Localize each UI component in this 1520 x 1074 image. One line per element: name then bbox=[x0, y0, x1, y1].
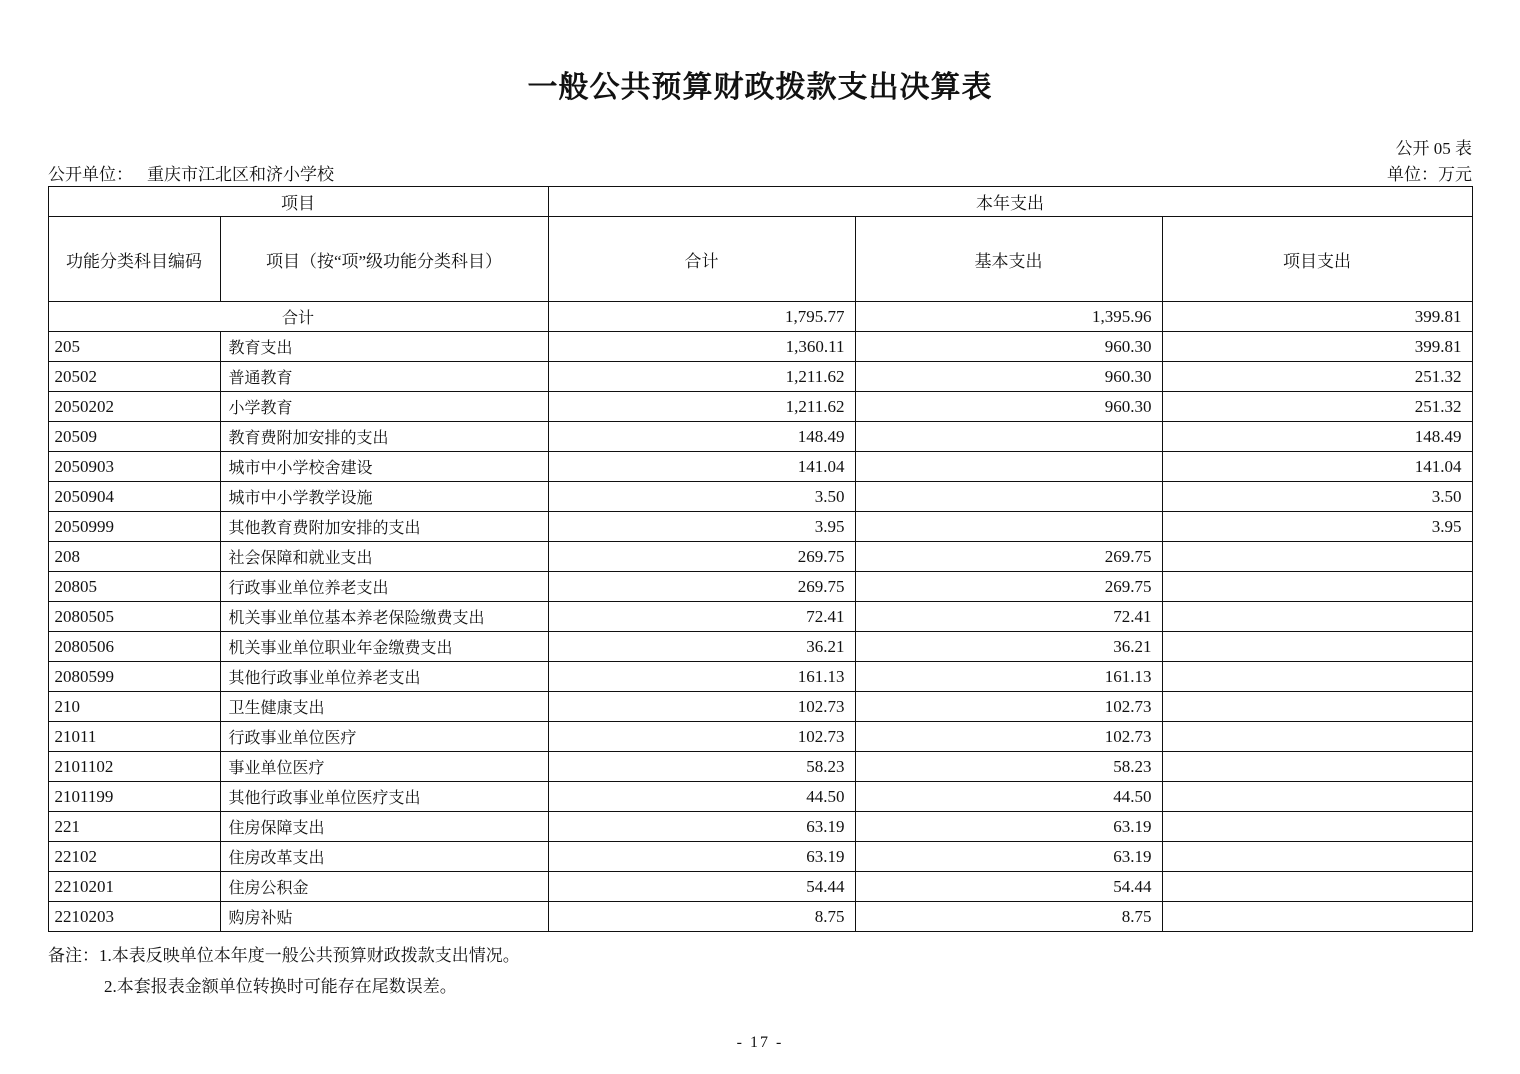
publishing-unit bbox=[48, 160, 334, 184]
row-basic-cell: 58.23 bbox=[855, 752, 1162, 782]
row-total-cell: 3.95 bbox=[548, 512, 855, 542]
row-basic-cell bbox=[855, 512, 1162, 542]
row-name-cell: 机关事业单位职业年金缴费支出 bbox=[220, 632, 548, 662]
table-row bbox=[48, 302, 1472, 332]
table-row bbox=[48, 422, 1472, 452]
row-code-cell: 2080505 bbox=[48, 602, 220, 632]
row-project-cell: 251.32 bbox=[1162, 392, 1472, 422]
notes bbox=[48, 940, 1472, 1002]
header-group-row bbox=[48, 187, 1472, 217]
table-row bbox=[48, 362, 1472, 392]
row-name-cell: 社会保障和就业支出 bbox=[220, 542, 548, 572]
row-project-cell bbox=[1162, 902, 1472, 932]
table-body bbox=[48, 302, 1472, 932]
row-total-cell: 1,360.11 bbox=[548, 332, 855, 362]
row-code-cell: 221 bbox=[48, 812, 220, 842]
row-project-cell bbox=[1162, 752, 1472, 782]
budget-table bbox=[48, 186, 1473, 932]
row-total-cell: 269.75 bbox=[548, 572, 855, 602]
row-total-cell: 58.23 bbox=[548, 752, 855, 782]
row-code-cell: 2050202 bbox=[48, 392, 220, 422]
row-project-cell: 399.81 bbox=[1162, 302, 1472, 332]
table-row bbox=[48, 542, 1472, 572]
row-project-cell bbox=[1162, 602, 1472, 632]
row-project-cell bbox=[1162, 872, 1472, 902]
row-code-cell: 20509 bbox=[48, 422, 220, 452]
row-code-cell: 210 bbox=[48, 692, 220, 722]
publishing-unit-name: 重庆市江北区和济小学校 bbox=[147, 165, 334, 184]
row-project-cell bbox=[1162, 542, 1472, 572]
row-code-cell: 208 bbox=[48, 542, 220, 572]
row-total-cell: 63.19 bbox=[548, 812, 855, 842]
row-name-cell: 行政事业单位养老支出 bbox=[220, 572, 548, 602]
row-code-cell: 22102 bbox=[48, 842, 220, 872]
row-total-cell: 1,211.62 bbox=[548, 392, 855, 422]
row-project-cell: 399.81 bbox=[1162, 332, 1472, 362]
row-basic-cell: 269.75 bbox=[855, 572, 1162, 602]
row-basic-cell: 44.50 bbox=[855, 782, 1162, 812]
row-total-cell: 269.75 bbox=[548, 542, 855, 572]
row-name-cell: 机关事业单位基本养老保险缴费支出 bbox=[220, 602, 548, 632]
note-2-text: 2.本套报表金额单位转换时可能存在尾数误差。 bbox=[104, 977, 457, 996]
table-row bbox=[48, 392, 1472, 422]
row-total-cell: 3.50 bbox=[548, 482, 855, 512]
row-code-cell: 2101102 bbox=[48, 752, 220, 782]
table-row bbox=[48, 452, 1472, 482]
meta-row bbox=[48, 160, 1472, 184]
header-col-project: 项目支出 bbox=[1162, 217, 1472, 302]
row-name-cell: 教育支出 bbox=[220, 332, 548, 362]
table-row bbox=[48, 842, 1472, 872]
row-basic-cell: 161.13 bbox=[855, 662, 1162, 692]
row-project-cell bbox=[1162, 782, 1472, 812]
row-project-cell: 141.04 bbox=[1162, 452, 1472, 482]
note-line-2 bbox=[48, 971, 1472, 1002]
row-code-cell: 2050904 bbox=[48, 482, 220, 512]
row-total-cell: 102.73 bbox=[548, 692, 855, 722]
row-project-cell: 148.49 bbox=[1162, 422, 1472, 452]
row-name-cell: 小学教育 bbox=[220, 392, 548, 422]
row-basic-cell: 960.30 bbox=[855, 362, 1162, 392]
row-total-cell: 44.50 bbox=[548, 782, 855, 812]
row-total-cell: 102.73 bbox=[548, 722, 855, 752]
row-total-cell: 148.49 bbox=[548, 422, 855, 452]
row-code-cell: 20502 bbox=[48, 362, 220, 392]
money-unit: 单位：万元 bbox=[1387, 165, 1472, 184]
table-row bbox=[48, 482, 1472, 512]
row-project-cell: 251.32 bbox=[1162, 362, 1472, 392]
row-basic-cell: 102.73 bbox=[855, 692, 1162, 722]
row-name-cell: 行政事业单位医疗 bbox=[220, 722, 548, 752]
table-row bbox=[48, 692, 1472, 722]
row-basic-cell: 72.41 bbox=[855, 602, 1162, 632]
table-row bbox=[48, 512, 1472, 542]
table-row bbox=[48, 332, 1472, 362]
row-project-cell: 3.50 bbox=[1162, 482, 1472, 512]
row-project-cell bbox=[1162, 842, 1472, 872]
row-total-cell: 141.04 bbox=[548, 452, 855, 482]
table-row bbox=[48, 602, 1472, 632]
row-name-cell: 购房补贴 bbox=[220, 902, 548, 932]
row-project-cell: 3.95 bbox=[1162, 512, 1472, 542]
row-total-cell: 54.44 bbox=[548, 872, 855, 902]
row-basic-cell: 63.19 bbox=[855, 812, 1162, 842]
row-name-cell: 其他行政事业单位医疗支出 bbox=[220, 782, 548, 812]
table-row bbox=[48, 812, 1472, 842]
page-number: - 17 - bbox=[736, 1034, 784, 1051]
row-basic-cell bbox=[855, 482, 1162, 512]
row-project-cell bbox=[1162, 572, 1472, 602]
row-total-cell: 63.19 bbox=[548, 842, 855, 872]
table-row bbox=[48, 782, 1472, 812]
row-code-cell: 20805 bbox=[48, 572, 220, 602]
row-basic-cell: 102.73 bbox=[855, 722, 1162, 752]
header-group-project: 项目 bbox=[48, 187, 548, 217]
row-basic-cell: 63.19 bbox=[855, 842, 1162, 872]
row-code-cell: 205 bbox=[48, 332, 220, 362]
row-basic-cell: 960.30 bbox=[855, 332, 1162, 362]
row-code-cell: 2050903 bbox=[48, 452, 220, 482]
header-col-code: 功能分类科目编码 bbox=[48, 217, 220, 302]
header-col-item: 项目（按“项”级功能分类科目） bbox=[220, 217, 548, 302]
row-basic-cell: 960.30 bbox=[855, 392, 1162, 422]
row-code-cell: 2210201 bbox=[48, 872, 220, 902]
note-1-text: 1.本表反映单位本年度一般公共预算财政拨款支出情况。 bbox=[99, 946, 520, 965]
row-basic-cell: 8.75 bbox=[855, 902, 1162, 932]
row-basic-cell: 36.21 bbox=[855, 632, 1162, 662]
header-col-basic: 基本支出 bbox=[855, 217, 1162, 302]
row-basic-cell: 269.75 bbox=[855, 542, 1162, 572]
table-row bbox=[48, 752, 1472, 782]
row-code-cell: 2101199 bbox=[48, 782, 220, 812]
row-code-cell: 21011 bbox=[48, 722, 220, 752]
row-project-cell bbox=[1162, 692, 1472, 722]
table-number: 公开 05 表 bbox=[1395, 139, 1472, 158]
table-row bbox=[48, 662, 1472, 692]
row-name-cell: 普通教育 bbox=[220, 362, 548, 392]
row-project-cell bbox=[1162, 632, 1472, 662]
row-total-cell: 1,795.77 bbox=[548, 302, 855, 332]
table-row bbox=[48, 902, 1472, 932]
page-title: 一般公共预算财政拨款支出决算表 bbox=[527, 71, 993, 104]
row-project-cell bbox=[1162, 722, 1472, 752]
row-total-cell: 72.41 bbox=[548, 602, 855, 632]
table-row bbox=[48, 572, 1472, 602]
table-row bbox=[48, 722, 1472, 752]
row-project-cell bbox=[1162, 662, 1472, 692]
row-project-cell bbox=[1162, 812, 1472, 842]
row-total-cell: 36.21 bbox=[548, 632, 855, 662]
row-name-cell: 事业单位医疗 bbox=[220, 752, 548, 782]
row-name-cell: 住房公积金 bbox=[220, 872, 548, 902]
row-code-cell: 2080599 bbox=[48, 662, 220, 692]
row-name-cell: 合计 bbox=[48, 302, 548, 332]
row-total-cell: 1,211.62 bbox=[548, 362, 855, 392]
row-total-cell: 8.75 bbox=[548, 902, 855, 932]
row-basic-cell bbox=[855, 452, 1162, 482]
row-name-cell: 其他教育费附加安排的支出 bbox=[220, 512, 548, 542]
row-total-cell: 161.13 bbox=[548, 662, 855, 692]
row-name-cell: 住房改革支出 bbox=[220, 842, 548, 872]
row-code-cell: 2050999 bbox=[48, 512, 220, 542]
row-name-cell: 城市中小学校舍建设 bbox=[220, 452, 548, 482]
row-name-cell: 卫生健康支出 bbox=[220, 692, 548, 722]
table-row bbox=[48, 632, 1472, 662]
notes-label: 备注： bbox=[48, 946, 99, 965]
header-col-total: 合计 bbox=[548, 217, 855, 302]
row-basic-cell bbox=[855, 422, 1162, 452]
table-row bbox=[48, 872, 1472, 902]
row-basic-cell: 54.44 bbox=[855, 872, 1162, 902]
header-columns-row bbox=[48, 217, 1472, 302]
row-code-cell: 2210203 bbox=[48, 902, 220, 932]
row-basic-cell: 1,395.96 bbox=[855, 302, 1162, 332]
row-name-cell: 住房保障支出 bbox=[220, 812, 548, 842]
header-group-current-year: 本年支出 bbox=[548, 187, 1472, 217]
note-line-1 bbox=[48, 940, 1472, 971]
row-name-cell: 其他行政事业单位养老支出 bbox=[220, 662, 548, 692]
row-name-cell: 城市中小学教学设施 bbox=[220, 482, 548, 512]
row-code-cell: 2080506 bbox=[48, 632, 220, 662]
publishing-unit-label: 公开单位： bbox=[48, 165, 133, 184]
row-name-cell: 教育费附加安排的支出 bbox=[220, 422, 548, 452]
